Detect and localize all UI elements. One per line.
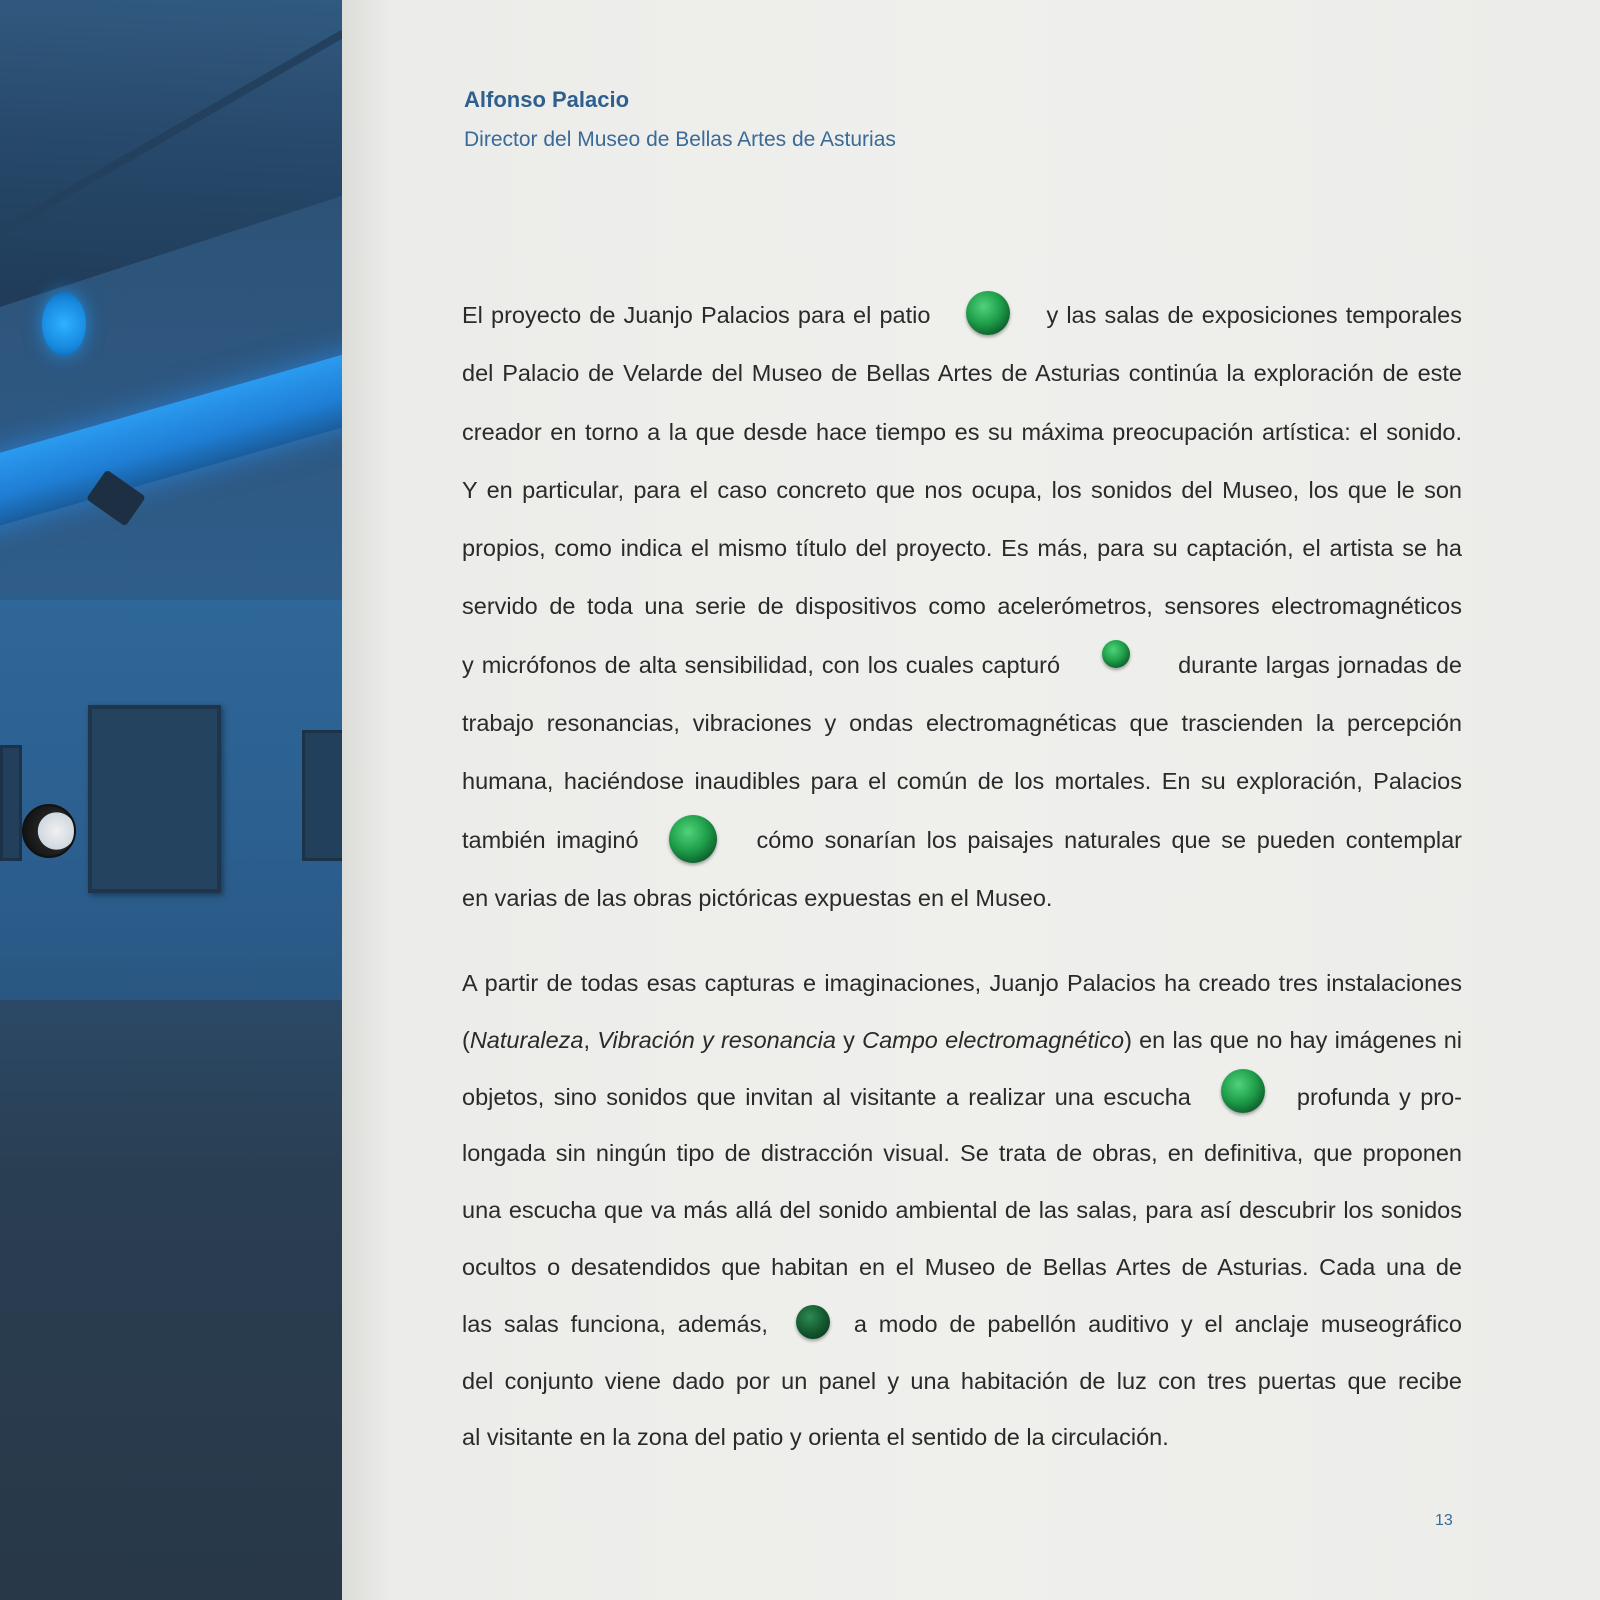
text-line: también imaginó cómo sonarían los paisajes naturales que se pueden contemplar bbox=[462, 811, 1462, 869]
text-line: trabajo resonancias, vibraciones y ondas electromagnéticas que trascienden la percepción bbox=[462, 710, 1462, 737]
work-title: Vibración y resonancia bbox=[597, 1026, 836, 1053]
text-line: servido de toda una serie de dispositivos como acelerómetros, sensores electromagnéticos bbox=[462, 593, 1462, 620]
work-title: Naturaleza bbox=[469, 1026, 584, 1053]
paragraph-2 bbox=[462, 955, 1462, 1466]
text-line: creador en torno a la que desde hace tiempo es su máxima preocupación artística: el sonido. bbox=[462, 418, 1462, 445]
green-dot-marker-icon[interactable] bbox=[796, 1305, 830, 1339]
text-line: Y en particular, para el caso concreto que nos ocupa, los sonidos del Museo, los que le son bbox=[462, 476, 1462, 503]
text-line: las salas funciona, además, a modo de pabellón auditivo y el anclaje museográfico bbox=[462, 1296, 1462, 1353]
text-line: al visitante en la zona del patio y orienta el sentido de la circulación. bbox=[462, 1424, 1169, 1451]
text-line: El proyecto de Juanjo Palacios para el patio y las salas de exposiciones temporales bbox=[462, 286, 1462, 344]
gallery-photo bbox=[0, 0, 342, 1600]
eye-marker-icon[interactable] bbox=[22, 804, 76, 858]
gallery-floor bbox=[0, 1000, 342, 1600]
text-line: longada sin ningún tipo de distracción visual. Se trata de obras, en definitiva, que proponen bbox=[462, 1140, 1462, 1167]
text-line: A partir de todas esas capturas e imaginaciones, Juanjo Palacios ha creado tres instalaciones bbox=[462, 970, 1462, 996]
text-line: (Naturaleza, Vibración y resonancia y Campo electromagnético) en las que no hay imágenes ni bbox=[462, 1026, 1462, 1053]
text-line: del conjunto viene dado por un panel y una habitación de luz con tres puertas que recibe bbox=[462, 1367, 1462, 1394]
green-dot-marker-icon[interactable] bbox=[1221, 1069, 1265, 1113]
page-number: 13 bbox=[1435, 1512, 1453, 1529]
paragraph-1 bbox=[462, 286, 1462, 927]
text-line: en varias de las obras pictóricas expuestas en el Museo. bbox=[462, 884, 1053, 911]
painting-frame-left bbox=[0, 745, 22, 861]
text-line: una escucha que va más allá del sonido ambiental de las salas, para así descubrir los sonidos bbox=[462, 1197, 1462, 1224]
text-line: del Palacio de Velarde del Museo de Bellas Artes de Asturias continúa la exploración de este bbox=[462, 360, 1462, 387]
light-beam bbox=[0, 343, 342, 537]
green-dot-marker-icon[interactable] bbox=[669, 815, 717, 863]
author-role: Director del Museo de Bellas Artes de Asturias bbox=[464, 128, 896, 151]
painting-frame bbox=[88, 705, 221, 893]
text-line: ocultos o desatendidos que habitan en el Museo de Bellas Artes de Asturias. Cada una de bbox=[462, 1253, 1462, 1280]
text-line: y micrófonos de alta sensibilidad, con los cuales capturó durante largas jornadas de bbox=[462, 636, 1462, 694]
green-dot-marker-icon[interactable] bbox=[966, 291, 1010, 335]
text-line: humana, haciéndose inaudibles para el común de los mortales. En su exploración, Palacios bbox=[462, 768, 1462, 795]
blue-spotlight bbox=[42, 292, 86, 356]
work-title: Campo electromagnético bbox=[862, 1026, 1125, 1053]
ceiling bbox=[0, 0, 342, 320]
author-name: Alfonso Palacio bbox=[464, 87, 630, 112]
text-line: objetos, sino sonidos que invitan al visitante a realizar una escucha profunda y pro- bbox=[462, 1069, 1462, 1126]
painting-frame-right bbox=[302, 730, 342, 861]
text-page bbox=[342, 0, 1600, 1600]
green-dot-marker-icon[interactable] bbox=[1102, 640, 1130, 668]
text-line: propios, como indica el mismo título del proyecto. Es más, para su captación, el artista se ha bbox=[462, 535, 1462, 562]
